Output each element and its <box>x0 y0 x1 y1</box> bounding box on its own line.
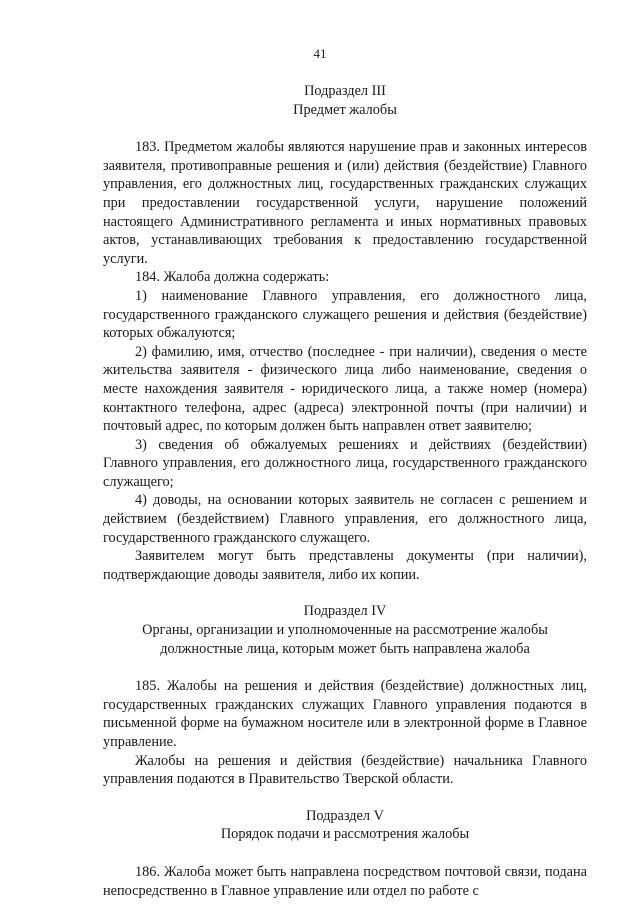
section-title: Органы, организации и уполномоченные на рассмотрение жалобы <box>142 622 548 639</box>
section-heading-block <box>103 82 587 119</box>
paragraph: 1) наименование Главного управления, его должностного лица, государственного гражданского служащего решения и действия (бездействие) которых обжалуются; <box>103 287 587 342</box>
section-heading: Подраздел III <box>304 83 386 99</box>
section-title: Предмет жалобы <box>293 101 397 118</box>
paragraph: 184. Жалоба должна содержать: <box>135 269 330 286</box>
page-content <box>103 82 587 900</box>
paragraph: 186. Жалоба может быть направлена посредством почтовой связи, подана непосредственно в Главное управление или отдел по работе с <box>103 863 587 899</box>
paragraph: Заявителем могут быть представлены документы (при наличии), подтверждающие доводы заявителя, либо их копии. <box>103 548 587 583</box>
section-heading-block <box>103 807 587 844</box>
paragraph: 3) сведения об обжалуемых решениях и действиях (бездействии) Главного управления, его должностного лица, государственного гражданского служащего; <box>103 436 587 490</box>
section-title: должностные лица, которым может быть направлена жалоба <box>160 640 530 657</box>
paragraph: 185. Жалобы на решения и действия (бездействие) должностных лиц, государственных гражданских служащих Главного управления подаются в письменной форме на бумажном носителе или в электронной форме в Главное управление. <box>103 678 587 750</box>
paragraph: Жалобы на решения и действия (бездействие) начальника Главного управления подаются в Правительство Тверской области. <box>103 752 587 788</box>
section-title: Порядок подачи и рассмотрения жалобы <box>220 826 470 843</box>
paragraph: 4) доводы, на основании которых заявитель не согласен с решением и действием (бездействием) Главного управления, его должностного лица, государственного гражданского служащего. <box>103 492 587 546</box>
section-heading: Подраздел V <box>306 807 384 824</box>
paragraph: 183. Предметом жалобы являются нарушение прав и законных интересов заявителя, противоправные решения и (или) действия (бездействие) Главного управления, его должностных лиц, государственных гражданских служащих при предоставлении государственной услуги, нарушение положений настоящего Административного регламента и иных нормативных правовых актов, устанавливающих требования к предоставлению государственной услуги. <box>103 139 587 267</box>
page-number: 41 <box>313 46 327 61</box>
section-heading: Подраздел IV <box>303 603 387 620</box>
section-heading-block <box>103 602 587 658</box>
paragraph: 2) фамилию, имя, отчество (последнее - при наличии), сведения о месте жительства заявителя - физического лица либо наименование, сведения о месте нахождения заявителя - юридического лица, а также номер (номера) контактного телефона, адрес (адреса) электронной почты (при наличии) и почтовый адрес, по которым должен быть направлен ответ заявителю; <box>103 343 587 435</box>
